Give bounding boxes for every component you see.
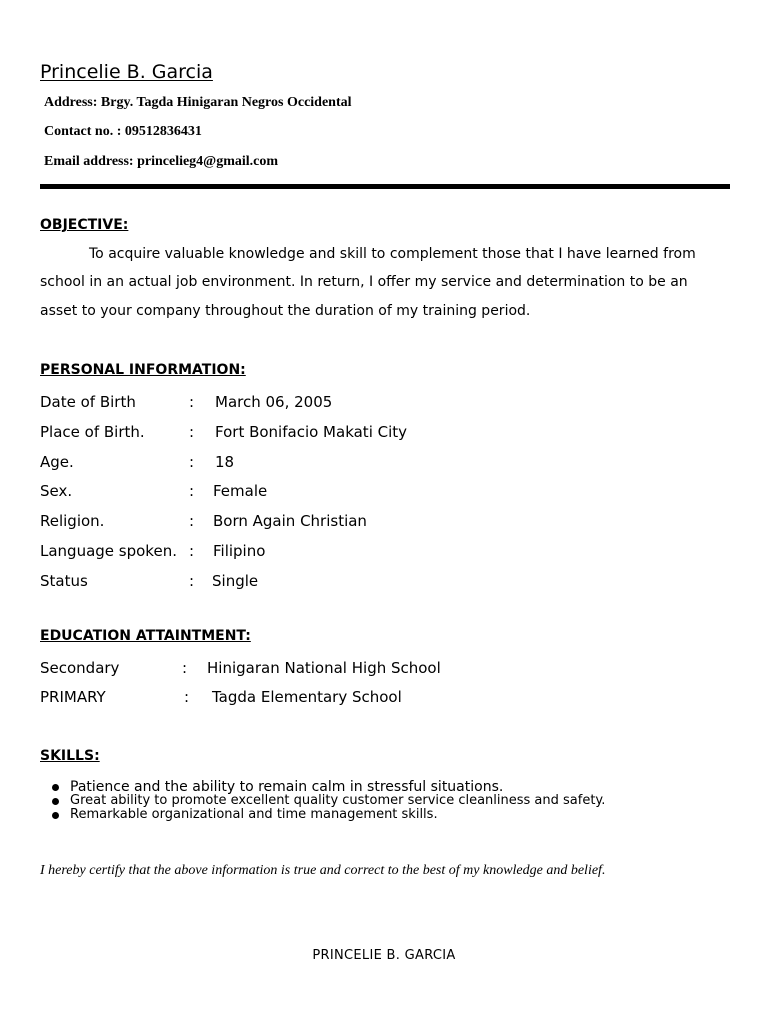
education-school: Tagda Elementary School [212, 688, 402, 706]
info-separator: : [189, 512, 195, 530]
education-school: Hinigaran National High School [207, 659, 441, 677]
info-separator: : [189, 423, 195, 441]
education-level: Secondary [40, 659, 120, 677]
education-level: PRIMARY [40, 688, 106, 706]
skills-heading: SKILLS: [40, 748, 100, 764]
info-separator: : [189, 482, 195, 500]
skill-text: Remarkable organizational and time management skills. [70, 807, 438, 822]
info-label: Sex. [40, 482, 73, 500]
info-separator: : [189, 542, 195, 560]
bullet-icon [52, 784, 59, 791]
bullet-icon [52, 798, 59, 805]
info-label: Place of Birth. [40, 423, 145, 441]
objective-line: school in an actual job environment. In return, I offer my service and determination to be an [40, 274, 688, 290]
info-value: Filipino [213, 542, 266, 560]
email-line: Email address: princelieg4@gmail.com [44, 154, 279, 169]
bullet-icon [52, 812, 59, 819]
skills-list [50, 780, 605, 822]
info-value: 18 [215, 453, 235, 471]
info-label: Date of Birth [40, 393, 136, 411]
info-value: Single [212, 572, 259, 590]
info-value: March 06, 2005 [215, 393, 333, 411]
skill-item [50, 808, 605, 822]
education-heading: EDUCATION ATTAINTMENT: [40, 628, 251, 644]
info-label: Status [40, 572, 88, 590]
info-separator: : [189, 453, 195, 471]
personal-information-heading: PERSONAL INFORMATION: [40, 362, 246, 378]
info-label: Age. [40, 453, 74, 471]
skill-text: Patience and the ability to remain calm in stressful situations. [70, 779, 504, 795]
education-separator: : [182, 659, 188, 677]
objective-heading: OBJECTIVE: [40, 217, 129, 233]
info-value: Fort Bonifacio Makati City [215, 423, 408, 441]
applicant-name: Princelie B. Garcia [40, 61, 213, 83]
education-separator: : [184, 688, 190, 706]
skill-item [50, 794, 605, 808]
signature-name: PRINCELIE B. GARCIA [312, 948, 456, 963]
info-value: Female [213, 482, 268, 500]
info-value: Born Again Christian [213, 512, 367, 530]
skill-item [50, 780, 605, 794]
info-label: Religion. [40, 512, 105, 530]
header-divider [40, 184, 730, 189]
skill-text: Great ability to promote excellent quality customer service cleanliness and safety. [70, 793, 606, 808]
info-label: Language spoken. [40, 542, 177, 560]
contact-number-line: Contact no. : 09512836431 [44, 124, 202, 139]
objective-line: To acquire valuable knowledge and skill to complement those that I have learned from [89, 246, 696, 262]
address-line: Address: Brgy. Tagda Hinigaran Negros Occidental [44, 95, 352, 110]
objective-line: asset to your company throughout the duration of my training period. [40, 303, 531, 319]
certification-statement: I hereby certify that the above information is true and correct to the best of my knowledge and belief. [40, 863, 606, 878]
info-separator: : [189, 393, 195, 411]
info-separator: : [189, 572, 195, 590]
